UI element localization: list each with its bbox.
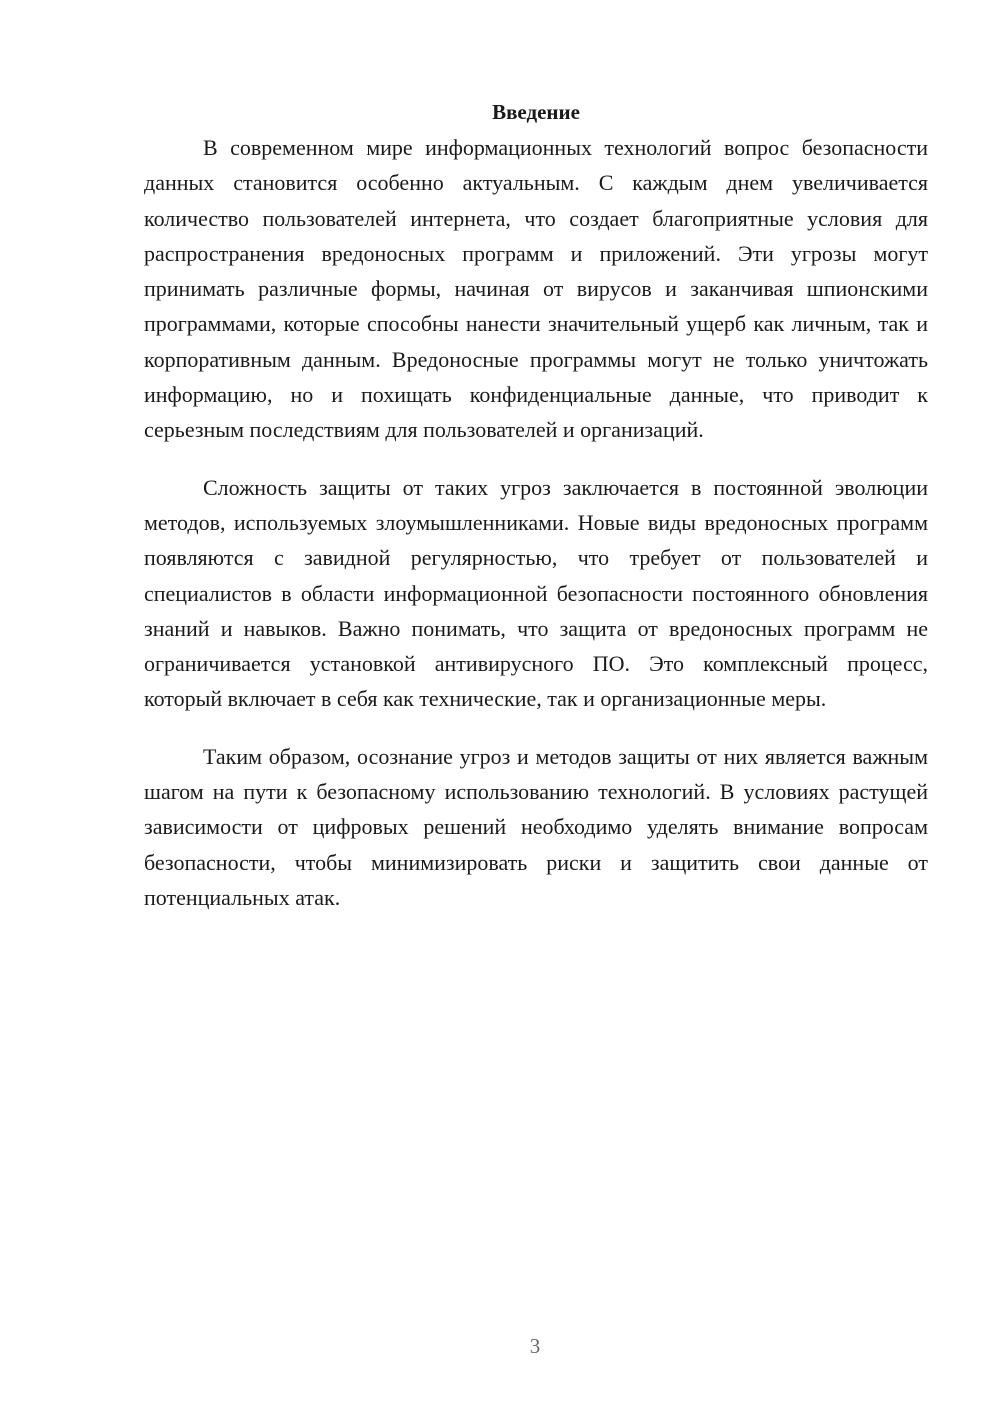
paragraph-3: Таким образом, осознание угроз и методов защиты от них является важным шагом на пути к безопасному использованию технологий. В условиях растущей зависимости от цифровых решений необходимо уделять внимание вопросам безопасности, чтобы минимизировать риски и защитить свои данные от потенциальных атак. bbox=[144, 743, 928, 910]
section-title: Введение bbox=[492, 100, 580, 124]
paragraph-1: В современном мире информационных технологий вопрос безопасности данных становится особенно актуальным. С каждым днем увеличивается количество пользователей интернета, что создает благоприятные условия для распространения вредоносных программ и приложений. Эти угрозы могут принимать различные формы, начиная от вирусов и заканчивая шпионскими программами, которые способны нанести значительный ущерб как личным, так и корпоративным данным. Вредоносные программы могут не только уничтожать информацию, но и похищать конфиденциальные данные, что приводит к серьезным последствиям для пользователей и организаций. bbox=[144, 135, 928, 443]
page-content bbox=[144, 96, 928, 937]
paragraph-2: Сложность защиты от таких угроз заключается в постоянной эволюции методов, используемых злоумышленниками. Новые виды вредоносных программ появляются с завидной регулярностью, что требует от пользователей и специалистов в области информационной безопасности постоянного обновления знаний и навыков. Важно понимать, что защита от вредоносных программ не ограничивается установкой антивирусного ПО. Это комплексный процесс, который включает в себя как технические, так и организационные меры. bbox=[144, 474, 928, 712]
page-number: 3 bbox=[529, 1334, 541, 1358]
